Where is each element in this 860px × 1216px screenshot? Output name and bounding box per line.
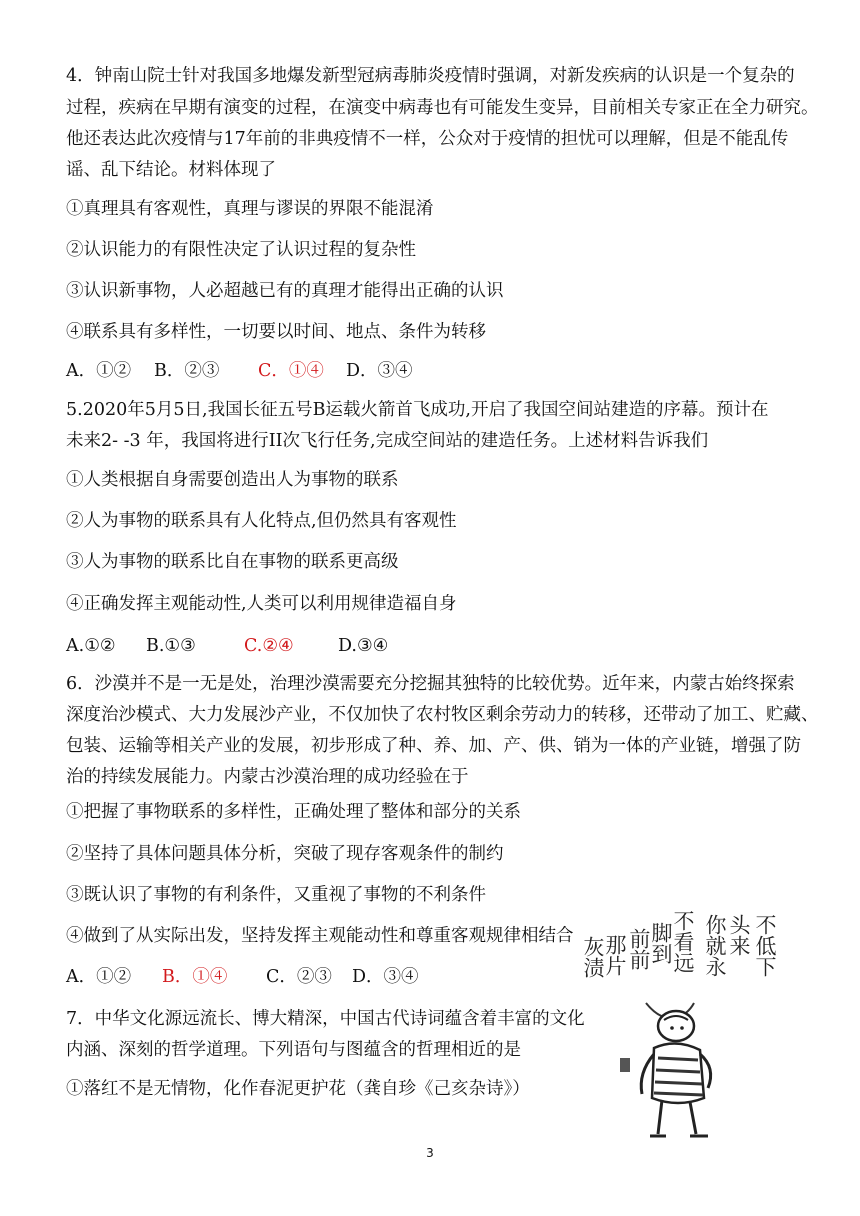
q6-item-2: ②坚持了具体问题具体分析，突破了现存客观条件的制约 xyxy=(66,844,504,864)
q7-item-1: ①落红不是无情物，化作春泥更护花（龚自珍《己亥杂诗》） xyxy=(66,1079,530,1099)
q6-options xyxy=(66,965,419,989)
cartoon-caption-8: 灰渍 xyxy=(581,936,605,978)
q4-stem-line-2: 过程，疾病在早期有演变的过程，在演变中病毒也有可能发生变异，目前相关专家正在全力研究。 xyxy=(66,98,819,118)
q5-option-c-answer: C.②④ xyxy=(244,636,294,656)
page-number: 3 xyxy=(426,1146,434,1160)
q6-option-d: D．③④ xyxy=(352,967,419,987)
q6-option-a: A．①② xyxy=(66,967,132,987)
q5-stem-line-1: 5.2020年5月5日,我国长征五号B运载火箭首飞成功,开启了我国空间站建造的序幕。预计在 xyxy=(66,400,769,420)
q6-option-b-answer: B．①④ xyxy=(162,967,228,987)
q4-item-4: ④联系具有多样性，一切要以时间、地点、条件为转移 xyxy=(66,322,486,342)
cartoon-caption-4: 不看远 xyxy=(671,910,695,973)
cartoon-caption-7: 那片 xyxy=(603,934,627,976)
q4-option-b: B．②③ xyxy=(154,361,220,381)
q4-item-1: ①真理具有客观性，真理与谬误的界限不能混淆 xyxy=(66,199,434,219)
q4-item-2: ②认识能力的有限性决定了认识过程的复杂性 xyxy=(66,240,416,260)
q5-stem-line-2: 未来2- -3 年，我国将进行II次飞行任务,完成空间站的建造任务。上述材料告诉我们 xyxy=(66,431,709,451)
q4-stem-line-1: 4．钟南山院士针对我国多地爆发新型冠病毒肺炎疫情时强调，对新发疾病的认识是一个复杂的 xyxy=(66,66,795,86)
q5-option-a: A.①② xyxy=(66,636,116,656)
q6-item-1: ①把握了事物联系的多样性，正确处理了整体和部分的关系 xyxy=(66,802,521,822)
q5-item-1: ①人类根据自身需要创造出人为事物的联系 xyxy=(66,470,399,490)
q6-stem-line-2: 深度治沙模式、大力发展沙产业，不仅加快了农村牧区剩余劳动力的转移，还带动了加工、贮藏、 xyxy=(66,705,819,725)
cartoon-caption-5: 脚到 xyxy=(649,922,673,964)
q5-option-d: D.③④ xyxy=(338,636,389,656)
q4-option-a: A．①② xyxy=(66,361,132,381)
q5-item-4: ④正确发挥主观能动性,人类可以利用规律造福自身 xyxy=(66,594,457,614)
q6-option-c: C．②③ xyxy=(266,967,332,987)
q5-options xyxy=(66,634,388,658)
cartoon-caption-3: 你就永 xyxy=(703,914,727,977)
q4-options xyxy=(66,359,413,383)
q6-stem-line-1: 6．沙漠并不是一无是处，治理沙漠需要充分挖掘其独特的比较优势。近年来，内蒙古始终探索 xyxy=(66,674,795,694)
cartoon-caption-6: 前前 xyxy=(627,928,651,970)
q5-item-2: ②人为事物的联系具有人化特点,但仍然具有客观性 xyxy=(66,511,457,531)
q6-stem-line-4: 治的持续发展能力。内蒙古沙漠治理的成功经验在于 xyxy=(66,767,469,787)
q4-option-d: D．③④ xyxy=(346,361,413,381)
q4-stem-line-4: 谣、乱下结论。材料体现了 xyxy=(66,160,276,180)
q4-item-3: ③认识新事物，人必超越已有的真理才能得出正确的认识 xyxy=(66,281,504,301)
q5-option-b: B.①③ xyxy=(146,636,196,656)
q6-item-4: ④做到了从实际出发，坚持发挥主观能动性和尊重客观规律相结合 xyxy=(66,926,574,946)
q4-option-c-answer: C．①④ xyxy=(258,361,324,381)
q6-stem-line-3: 包装、运输等相关产业的发展，初步形成了种、养、加、产、供、销为一体的产业链，增强了防 xyxy=(66,736,801,756)
cartoon-caption-1: 不低下 xyxy=(753,914,777,977)
q5-item-3: ③人为事物的联系比自在事物的联系更高级 xyxy=(66,552,399,572)
q7-stem-line-1: 7．中华文化源远流长、博大精深，中国古代诗词蕴含着丰富的文化 xyxy=(66,1009,585,1029)
cartoon-illustration xyxy=(576,908,786,1148)
q6-item-3: ③既认识了事物的有利条件，又重视了事物的不利条件 xyxy=(66,885,486,905)
q7-stem-line-2: 内涵、深刻的哲学道理。下列语句与图蕴含的哲理相近的是 xyxy=(66,1040,521,1060)
q4-stem-line-3: 他还表达此次疫情与17年前的非典疫情不一样，公众对于疫情的担忧可以理解，但是不能乱传 xyxy=(66,129,789,149)
cartoon-caption-2: 头来 xyxy=(727,914,751,956)
